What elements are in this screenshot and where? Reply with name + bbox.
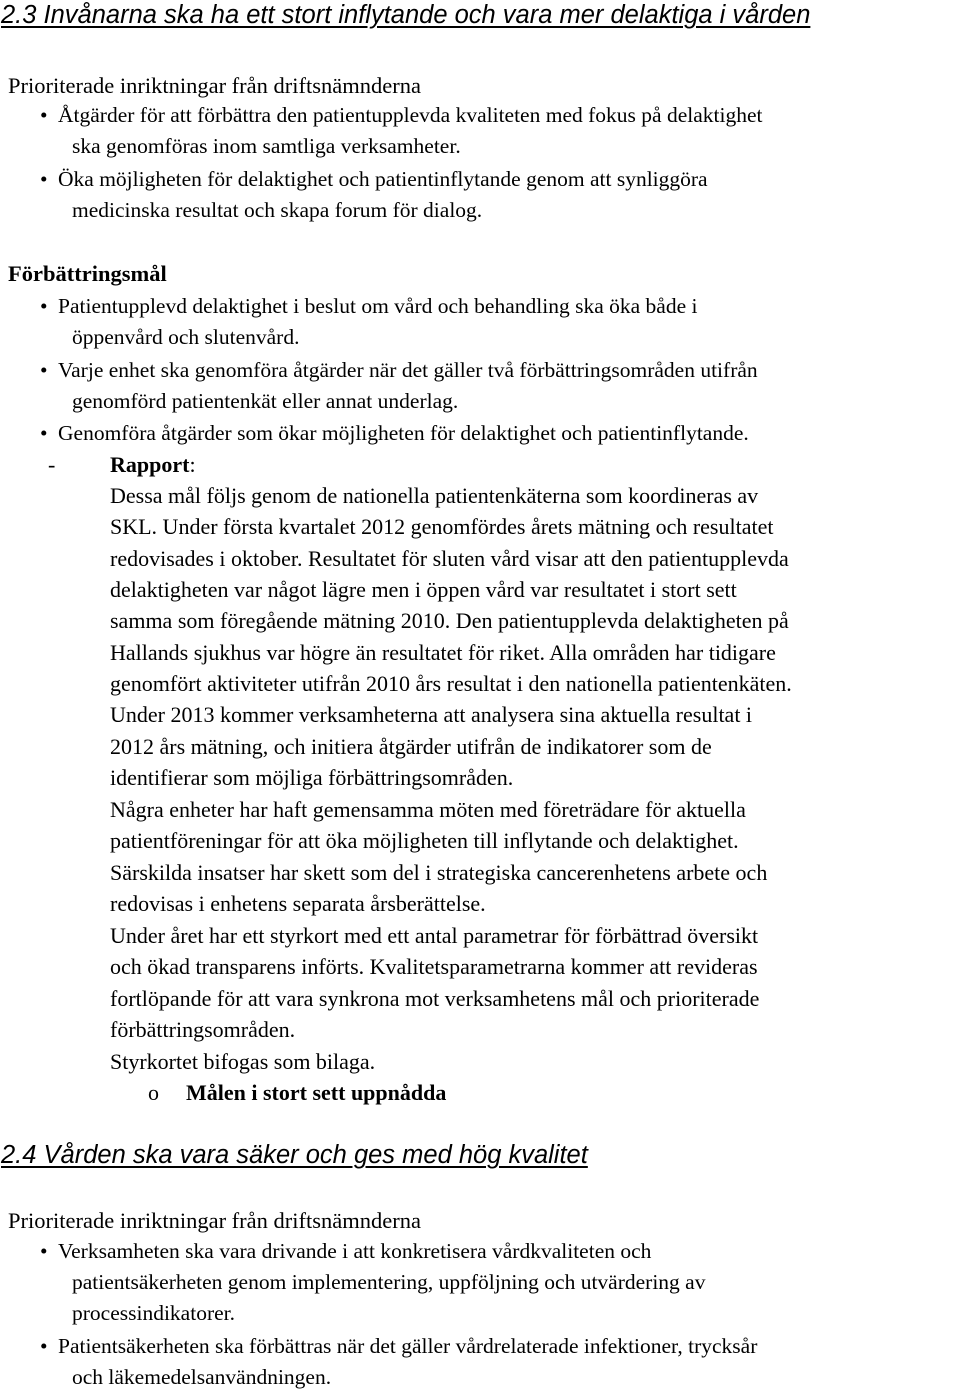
bullet-line: medicinska resultat och skapa forum för dialog. — [72, 198, 483, 222]
report-line: Några enheter har haft gemensamma möten med företrädare för aktuella — [110, 797, 746, 822]
bullet-line: genomförd patientenkät eller annat underlag. — [72, 389, 459, 413]
section-heading-2-4: 2.4 Vården ska vara säker och ges med hög kvalitet — [1, 1141, 588, 1169]
bullet-line: öppenvård och slutenvård. — [72, 325, 300, 349]
bullet-icon: • — [40, 1334, 48, 1358]
bullet-icon: • — [40, 358, 48, 382]
report-line: delaktigheten var något lägre men i öppen vård var resultatet i stort sett — [110, 577, 737, 602]
section-heading-2-3: 2.3 Invånarna ska ha ett stort inflytande och vara mer delaktiga i vården — [1, 1, 811, 29]
report-line: redovisades i oktober. Resultatet för sluten vård visar att den patientupplevda — [110, 546, 789, 571]
bullet-line: Genomföra åtgärder som ökar möjligheten för delaktighet och patientinflytande. — [58, 421, 749, 445]
report-line: 2012 års mätning, och initiera åtgärder utifrån de indikatorer som de — [110, 734, 712, 759]
report-line: Särskilda insatser har skett som del i strategiska cancerenhetens arbete och — [110, 860, 768, 885]
priorities-heading: Prioriterade inriktningar från driftsnämnderna — [8, 73, 421, 98]
report-line: Under 2013 kommer verksamheterna att analysera sina aktuella resultat i — [110, 702, 753, 727]
circle-bullet-marker: o — [148, 1080, 159, 1105]
bullet-icon: • — [40, 294, 48, 318]
bullet-line: Varje enhet ska genomföra åtgärder när det gäller två förbättringsområden utifrån — [58, 358, 758, 382]
bullet-line: Patientsäkerheten ska förbättras när det gäller vårdrelaterade infektioner, trycksår — [58, 1334, 758, 1358]
bullet-icon: • — [40, 103, 48, 127]
bullet-line: Åtgärder för att förbättra den patientupplevda kvaliteten med fokus på delaktighet — [58, 103, 763, 127]
bullet-line: Verksamheten ska vara drivande i att konkretisera vårdkvaliteten och — [58, 1239, 652, 1263]
priorities-heading: Prioriterade inriktningar från driftsnämnderna — [8, 1208, 421, 1233]
report-line: redovisas i enhetens separata årsberättelse. — [110, 891, 486, 916]
report-line: Hallands sjukhus var högre än resultatet för riket. Alla områden har tidigare — [110, 640, 776, 665]
report-line: patientföreningar för att öka möjligheten till inflytande och delaktighet. — [110, 828, 739, 853]
report-line: identifierar som möjliga förbättringsområden. — [110, 765, 514, 790]
goal-status-text: Målen i stort sett uppnådda — [186, 1080, 447, 1105]
report-line: Under året har ett styrkort med ett antal parametrar för förbättrad översikt — [110, 923, 759, 948]
report-line: genomfört aktiviteter utifrån 2010 års resultat i den nationella patientenkäten. — [110, 671, 792, 696]
bullet-line: processindikatorer. — [72, 1301, 235, 1325]
bullet-line: Patientupplevd delaktighet i beslut om vård och behandling ska öka både i — [58, 294, 698, 318]
bullet-icon: • — [40, 1239, 48, 1263]
goals-heading: Förbättringsmål — [8, 261, 167, 286]
dash-marker: - — [48, 452, 56, 477]
bullet-line: patientsäkerheten genom implementering, uppföljning och utvärdering av — [72, 1270, 706, 1294]
report-line: SKL. Under första kvartalet 2012 genomfördes årets mätning och resultatet — [110, 514, 774, 539]
report-line: och ökad transparens införts. Kvalitetsparametrarna kommer att revideras — [110, 954, 758, 979]
bullet-icon: • — [40, 421, 48, 445]
report-line: samma som föregående mätning 2010. Den patientupplevda delaktigheten på — [110, 608, 789, 633]
report-line: Dessa mål följs genom de nationella patientenkäterna som koordineras av — [110, 483, 759, 508]
report-line: fortlöpande för att vara synkrona mot verksamhetens mål och prioriterade — [110, 986, 760, 1011]
bullet-line: ska genomföras inom samtliga verksamheter. — [72, 134, 461, 158]
report-label: Rapport — [110, 452, 190, 477]
report-colon: : — [189, 452, 196, 477]
bullet-line: och läkemedelsanvändningen. — [72, 1365, 332, 1389]
report-line: Styrkortet bifogas som bilaga. — [110, 1049, 376, 1074]
bullet-icon: • — [40, 167, 48, 191]
report-line: förbättringsområden. — [110, 1017, 296, 1042]
bullet-line: Öka möjligheten för delaktighet och patientinflytande genom att synliggöra — [58, 167, 708, 191]
